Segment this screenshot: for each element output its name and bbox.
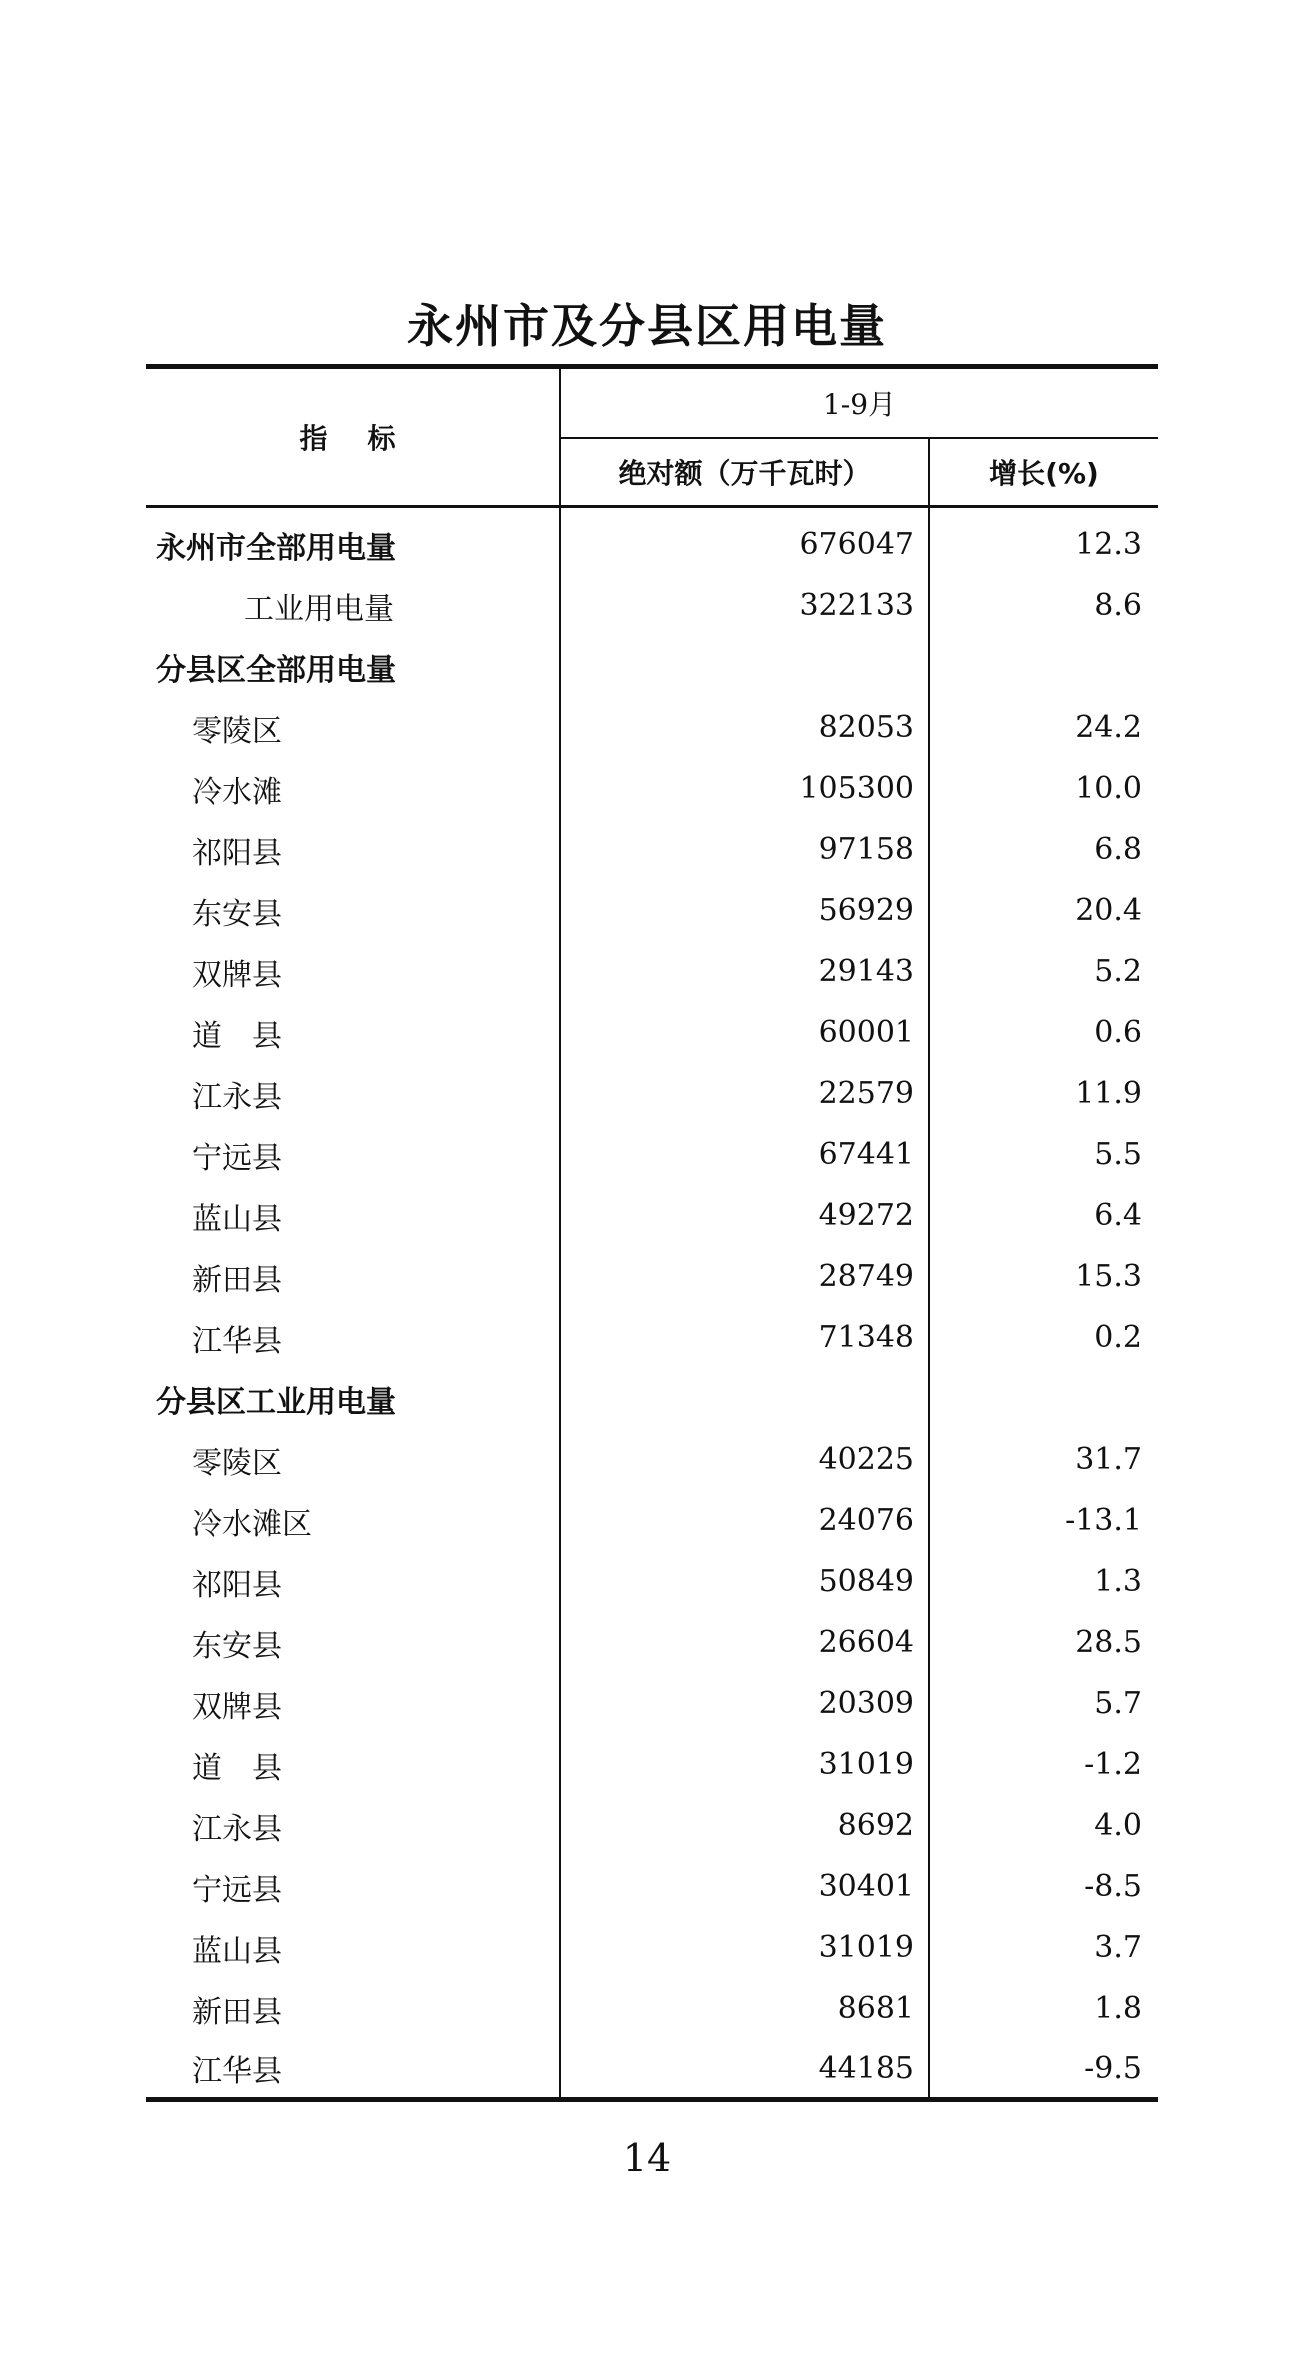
row-absolute-value [560,1368,929,1429]
row-indicator: 分县区全部用电量 [146,636,560,697]
row-absolute-value: 50849 [560,1551,929,1612]
table-row [146,1063,1158,1124]
row-growth: 20.4 [1075,893,1142,928]
table-row [146,758,1158,819]
table-row [146,1673,1158,1734]
row-indicator: 祁阳县 [146,819,560,880]
header-period: 1-9月 [560,367,1158,439]
row-growth: 1.3 [1094,1564,1142,1599]
table-row [146,1551,1158,1612]
table-row [146,1185,1158,1246]
row-growth: 6.4 [1094,1198,1142,1233]
row-growth: 1.8 [1094,1991,1142,2026]
row-absolute-value: 20309 [560,1673,929,1734]
row-indicator: 江永县 [146,1063,560,1124]
row-growth: 5.7 [1094,1686,1142,1721]
row-indicator: 永州市全部用电量 [146,507,560,576]
row-indicator: 宁远县 [146,1856,560,1917]
row-indicator: 双牌县 [146,1673,560,1734]
table-row [146,1368,1158,1429]
table-row [146,1734,1158,1795]
row-growth: 5.2 [1094,954,1142,989]
row-growth: 6.8 [1094,832,1142,867]
row-growth: -13.1 [1065,1503,1142,1538]
row-absolute-value [560,636,929,697]
header-growth: 增长(%) [929,438,1158,507]
row-indicator: 东安县 [146,1612,560,1673]
row-indicator: 道 县 [146,1002,560,1063]
table-row [146,507,1158,576]
header-indicator: 指标 [146,367,560,507]
row-absolute-value: 67441 [560,1124,929,1185]
row-growth: 5.5 [1094,1137,1142,1172]
table-row [146,1978,1158,2039]
row-absolute-value: 24076 [560,1490,929,1551]
row-indicator: 工业用电量 [146,575,560,636]
table-row [146,941,1158,1002]
row-absolute-value: 26604 [560,1612,929,1673]
row-indicator: 道 县 [146,1734,560,1795]
row-growth: 31.7 [1075,1442,1142,1477]
table-row [146,880,1158,941]
row-growth: 10.0 [1075,771,1142,806]
row-absolute-value: 322133 [560,575,929,636]
electricity-table [146,364,1158,2102]
row-growth: -9.5 [929,2039,1158,2100]
table-row [146,697,1158,758]
row-indicator: 蓝山县 [146,1917,560,1978]
row-indicator: 冷水滩区 [146,1490,560,1551]
row-absolute-value: 29143 [560,941,929,1002]
row-growth [929,1368,1158,1429]
row-growth: 24.2 [1075,710,1142,745]
row-absolute-value: 49272 [560,1185,929,1246]
row-absolute-value: 676047 [560,507,929,576]
row-absolute-value: 56929 [560,880,929,941]
table-row [146,1002,1158,1063]
header-absolute-value: 绝对额（万千瓦时） [560,438,929,507]
table-row [146,1307,1158,1368]
table-row [146,636,1158,697]
row-absolute-value: 105300 [560,758,929,819]
row-indicator: 东安县 [146,880,560,941]
table-row [146,1612,1158,1673]
row-absolute-value: 28749 [560,1246,929,1307]
row-growth: 3.7 [1094,1930,1142,1965]
row-absolute-value: 31019 [560,1917,929,1978]
page-title: 永州市及分县区用电量 [407,299,887,353]
row-indicator: 零陵区 [146,1429,560,1490]
row-growth: 0.2 [1094,1320,1142,1355]
row-absolute-value: 30401 [560,1856,929,1917]
table-body [146,507,1158,2100]
row-growth: 15.3 [1075,1259,1142,1294]
table-row [146,1856,1158,1917]
row-growth [929,636,1158,697]
table-row [146,1917,1158,1978]
row-indicator: 新田县 [146,1246,560,1307]
row-indicator: 零陵区 [146,697,560,758]
table-row [146,1795,1158,1856]
row-indicator: 分县区工业用电量 [146,1368,560,1429]
row-indicator: 祁阳县 [146,1551,560,1612]
row-growth: -8.5 [1084,1869,1142,1904]
row-absolute-value: 60001 [560,1002,929,1063]
row-absolute-value: 8681 [560,1978,929,2039]
row-indicator: 宁远县 [146,1124,560,1185]
row-growth: 11.9 [1075,1076,1142,1111]
row-indicator: 双牌县 [146,941,560,1002]
table-row [146,575,1158,636]
table-row [146,819,1158,880]
row-absolute-value: 40225 [560,1429,929,1490]
table-row [146,1246,1158,1307]
row-absolute-value: 31019 [560,1734,929,1795]
row-indicator: 江永县 [146,1795,560,1856]
row-growth: 4.0 [1094,1808,1142,1843]
row-growth: -1.2 [1084,1747,1142,1782]
row-indicator: 新田县 [146,1978,560,2039]
row-growth: 28.5 [1075,1625,1142,1660]
table-row [146,2039,1158,2100]
row-indicator: 蓝山县 [146,1185,560,1246]
row-absolute-value: 71348 [560,1307,929,1368]
table-row [146,1124,1158,1185]
row-absolute-value: 97158 [560,819,929,880]
row-absolute-value: 44185 [560,2039,929,2100]
page-number: 14 [622,2136,672,2180]
row-absolute-value: 22579 [560,1063,929,1124]
row-absolute-value: 8692 [560,1795,929,1856]
table-row [146,1490,1158,1551]
row-absolute-value: 82053 [560,697,929,758]
table-row [146,1429,1158,1490]
row-indicator: 江华县 [146,1307,560,1368]
row-growth: 12.3 [1075,527,1142,562]
row-growth: 0.6 [1094,1015,1142,1050]
row-indicator: 冷水滩 [146,758,560,819]
row-growth: 8.6 [1094,588,1142,623]
row-indicator: 江华县 [146,2039,560,2100]
